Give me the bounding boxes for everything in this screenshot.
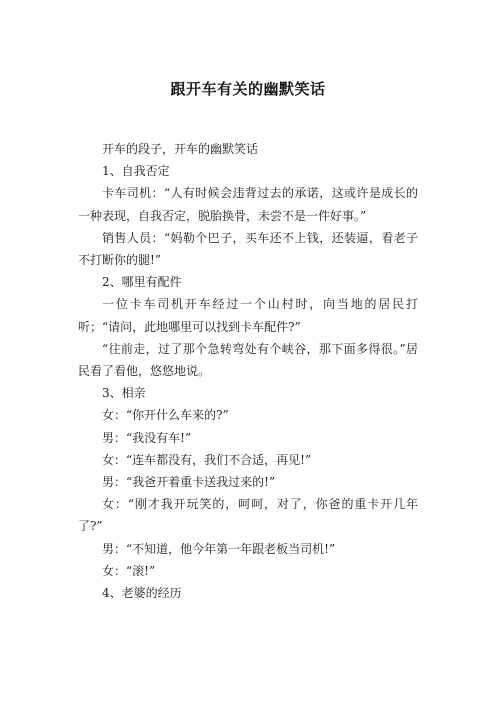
section-heading: 4、老婆的经历 [102, 586, 182, 601]
paragraph: 开车的段子，开车的幽默笑话 [102, 142, 259, 156]
document-title: 跟开车有关的幽默笑话 [170, 80, 326, 98]
dialogue-line: 女：“连车都没有，我们不合适，再见!” [102, 452, 312, 467]
dialogue-line: 女：“刚才我开玩笑的，呵呵，对了，你爸的重卡开几年了?” [78, 497, 418, 534]
section-heading: 1、自我否定 [102, 164, 170, 179]
dialogue-line: 男：“我爸开着重卡送我过来的!” [102, 475, 276, 490]
section-heading: 3、相亲 [102, 386, 146, 401]
dialogue-line: 男：“不知道，他今年第一年跟老板当司机!” [102, 541, 336, 556]
dialogue-line: 女：“滚!” [102, 563, 156, 578]
section-heading: 2、哪里有配件 [102, 275, 182, 290]
paragraph: 销售人员：“妈勒个巴子，买车还不上钱，还装逼，看老子不打断你的腿!” [78, 230, 418, 268]
document-body [78, 138, 418, 604]
paragraph: “往前走，过了那个急转弯处有个峡谷，那下面多得很。”居民看了看他，悠悠地说。 [78, 341, 418, 379]
dialogue-line: 男：“我没有车!” [102, 430, 192, 445]
paragraph: 卡车司机：“人有时候会违背过去的承诺，这或许是成长的一种表现，自我否定，脱胎换骨，未尝不是一件好事。” [78, 186, 418, 223]
paragraph: 一位卡车司机开车经过一个山村时，向当地的居民打听；“请问，此地哪里可以找到卡车配件?” [78, 297, 418, 334]
dialogue-line: 女：“你开什么车来的?” [102, 408, 229, 423]
